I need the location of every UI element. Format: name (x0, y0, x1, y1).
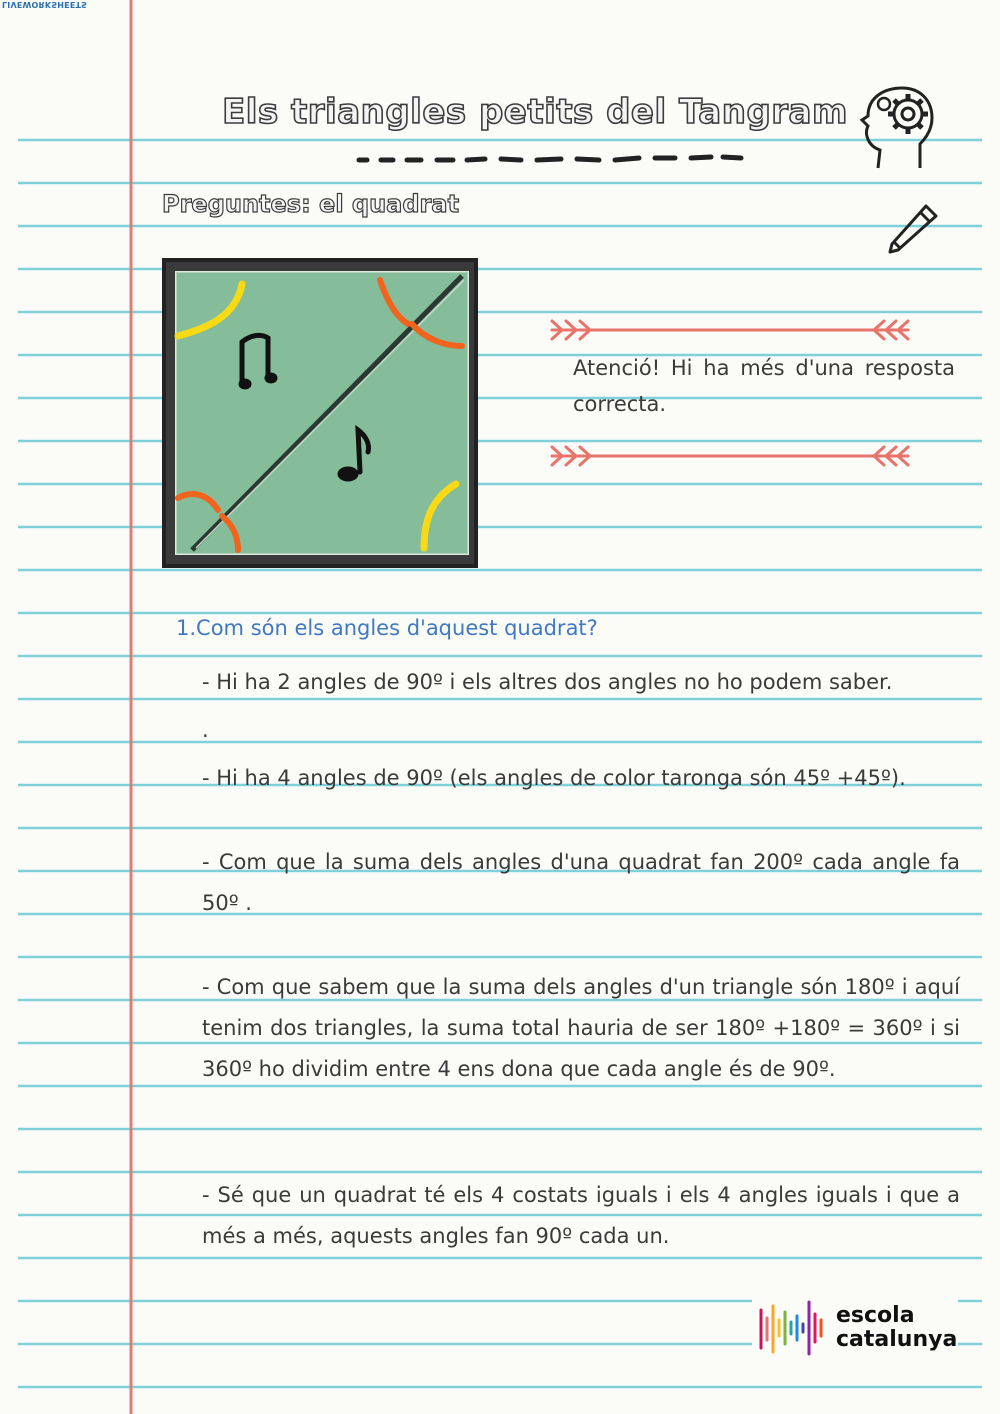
section-subtitle: Preguntes: el quadrat (162, 190, 460, 218)
answer-option-2[interactable]: . (202, 718, 209, 742)
answer-option-4[interactable]: - Com que la suma dels angles d'una quadrat fan 200º cada angle fa 50º . (202, 850, 960, 915)
decorative-arrow-top (548, 318, 913, 342)
title-underline-dashes (355, 150, 745, 166)
notice-text: Atenció! Hi ha més d'una resposta correcta. (573, 356, 955, 416)
answer-option-3[interactable]: - Hi ha 4 angles de 90º (els angles de color taronga són 45º +45º). (202, 766, 906, 790)
sound-bars-icon (758, 1300, 830, 1356)
escola-catalunya-logo (752, 1296, 958, 1360)
pencil-icon (884, 198, 944, 260)
logo-text (836, 1304, 957, 1352)
question-number: 1. (176, 616, 197, 640)
logo-line-2: catalunya (836, 1327, 958, 1352)
tangram-square-photo (162, 258, 478, 568)
answer-option-5[interactable]: - Com que sabem que la suma dels angles d'un triangle són 180º i aquí tenim dos triangles, la suma total hauria de ser 180º +180º = 360º i si 360º ho dividim entre 4 ens dona que cada angle és de 90º. (202, 975, 960, 1081)
logo-line-1: escola (836, 1303, 915, 1328)
page-title: Els triangles petits del Tangram (222, 92, 848, 132)
brand-watermark: LIVEWORKSHEETS (2, 0, 88, 9)
head-gear-icon (858, 84, 944, 176)
decorative-arrow-bottom (548, 444, 913, 468)
question-text: Com són els angles d'aquest quadrat? (196, 616, 598, 640)
question-title (176, 616, 598, 640)
answer-option-1[interactable]: - Hi ha 2 angles de 90º i els altres dos angles no ho podem saber. (202, 670, 893, 694)
answer-option-6[interactable]: - Sé que un quadrat té els 4 costats iguals i els 4 angles iguals i que a més a més, aquests angles fan 90º cada un. (202, 1183, 960, 1248)
